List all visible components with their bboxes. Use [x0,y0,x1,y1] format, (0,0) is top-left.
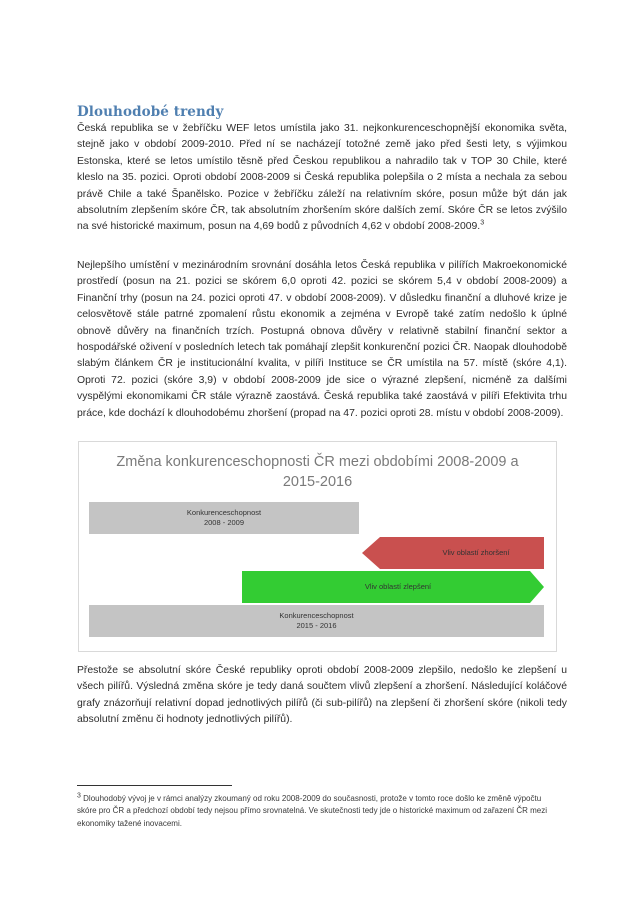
waterfall-chart [78,441,557,652]
section-heading: Dlouhodobé trendy [77,104,224,120]
footnote-number: 3 [77,792,81,800]
footnote-separator [77,785,232,786]
chart-title: Změna konkurenceschopnosti ČR mezi obdobími 2008-2009 a 2015-2016 [116,454,519,490]
paragraph-1: Česká republika se v žebříčku WEF letos umístila jako 31. nejkonkurenceschopnější ekonomika světa, stejně jako v období 2009-2010. Před ní se nacházejí totožné země jako před šesti lety, s výjimkou Estonska, které se letos umístilo těsně před Českou republikou a nahradilo tak v TOP 30 Chile, které kleslo na 35. pozici. Oproti období 2008-2009 si Česká republika polepšila o 2 místa a nechala za sebou právě Chile a také Španělsko. Pozice v žebříčku záleží na relativním skóre, posun může být dán jak absolutním zlepšením skóre ČR, tak absolutním zhoršením skóre dalších zemí. Skóre ČR se letos zvýšilo na své historické maximum, posun na 4,69 bodů z původních 4,62 v období 2008-2009.$^3$ [77,123,567,233]
bar-competitiveness-2008-2009: Konkurenceschopnost 2008 - 2009 [89,502,359,534]
paragraph-3: Přestože se absolutní skóre České republiky oproti období 2008-2009 zlepšilo, nedošlo ke zlepšení u všech pilířů. Výsledná změna skóre je tedy daná součtem vlivů zlepšení a zhoršení. Následující koláčové grafy znázorňují relativní dopad jednotlivých pilířů (či sub-pilířů) na zlepšení či zhoršení skóre (nikoli tedy absolutní změnu či hodnoty jednotlivých pilířů). [77,665,567,726]
footnote-ref[interactable]: 3 [480,219,485,227]
arrow-improvement: Vliv oblastí zlepšení [242,571,544,603]
paragraph-2: Nejlepšího umístění v mezinárodním srovnání dosáhla letos Česká republika v pilířích Makroekonomické prostředí (posun na 21. pozici se skórem 6,0 oproti 42. pozici se skórem 5,4 v období 2008-2009) a Finanční trhy (posun na 24. pozici oproti 47. v období 2008-2009). V důsledku finanční a dluhové krize je celosvětově stále patrné zpomalení růstu ekonomik a zejména v Evropě také zatím nedošlo k úplné obnově důvěry na finančních trzích. Postupná obnova důvěry v relativně stabilní finanční sektor a hospodářské oživení v posledních letech tak pomáhají zlepšit konkurenční pozici ČR. Naopak dlouhodobě slabým článkem ČR je institucionální kvalita, v pilíři Instituce se ČR umístila na 57. místě (skóre 4,1). Oproti 72. pozici (skóre 3,9) v období 2008-2009 jde sice o výrazné zlepšení, nicméně za dalšími vyspělými ekonomikami ČR stále výrazně zaostává. Česká republika také zaostává v pilíři Efektivita trhu práce, kde dochází k dlouhodobému zhoršení (propad na 47. pozici oproti 28. místu v období 2008-2009). [77,260,567,419]
bar-competitiveness-2015-2016: Konkurenceschopnost 2015 - 2016 [89,605,544,637]
arrow-deterioration: Vliv oblastí zhoršení [362,537,544,569]
footnote: $^3$ Dlouhodobý vývoj je v rámci analýzy zkoumaný od roku 2008-2009 do současnosti, protože v tomto roce došlo ke změně výpočtu skóre pro ČR a předchozí období tedy nejsou přímo srovnatelná. Ve skutečnosti tedy jde o historické maximum od zařazení ČR mezi ekonomiky tažené inovacemi. [77,792,548,828]
